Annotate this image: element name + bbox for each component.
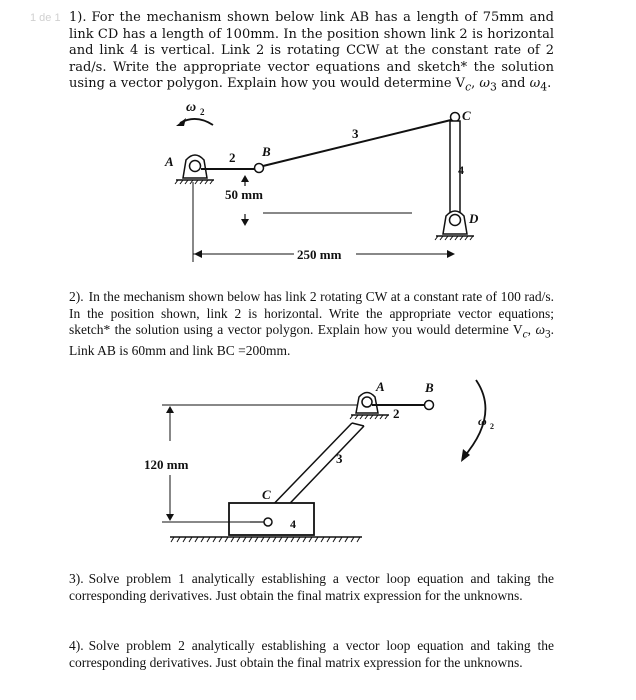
problem-4-text <box>69 638 554 671</box>
problem-body: Solve problem 1 analytically establishing a vector loop equation and taking the corresponding derivatives. Just obtain the final matrix expression for the unknowns. <box>69 571 554 603</box>
link-3-label: 3 <box>336 451 343 466</box>
label-C: C <box>262 487 271 502</box>
label-B: B <box>425 380 434 395</box>
label-D: D <box>469 211 479 226</box>
joint-C <box>451 113 460 122</box>
problem-1-text: 1). For the mechanism shown below link AB has a length of 75mm and link CD has a length of 100mm. In the position shown link 2 is horizontal and link 4 is vertical. Link 2 is rotating CCW at the constant rate of 2 rad/s. Write the appropriate vector equations and sketch* the solution using a vector polygon. Explain how you would determine $V_c$, $\omega_3$ and $\omega_4$. <box>69 10 554 94</box>
conjunction: and <box>501 76 526 92</box>
problem-body-end: . Link AB is 60mm and link BC =200mm. <box>69 322 555 359</box>
omega-subscript: 4 <box>540 80 548 94</box>
link-2-label: 2 <box>393 406 400 421</box>
problem-number: 3). <box>69 571 84 586</box>
figure-2-mechanism <box>0 375 636 565</box>
problem-3-text <box>69 571 554 604</box>
problem-number: 4). <box>69 638 84 653</box>
page-indicator: 1 de 1 <box>30 12 61 24</box>
link-3-label: 3 <box>352 126 359 141</box>
omega-label: ω <box>478 414 487 428</box>
omega-subscript: 2 <box>490 422 494 431</box>
problem-body: For the mechanism shown below link AB has a length of 75mm and link CD has a length of 100mm. In the position shown link 2 is horizontal and link 4 is vertical. Link 2 is rotating CCW at the constant rate of 2 rad/s. Write the appropriate vector equations and sketch* the solution using a vector polygon. Explain how you would determine V <box>69 10 554 92</box>
dim-120mm: 120 mm <box>144 457 189 472</box>
joint-B <box>425 401 434 410</box>
omega-symbol: ω <box>529 76 541 92</box>
label-A: A <box>165 154 174 169</box>
link-3 <box>265 423 352 513</box>
omega-subscript: 3 <box>490 80 497 94</box>
link-2-label: 2 <box>229 150 236 165</box>
dim-50mm: 50 mm <box>225 187 263 202</box>
omega-subscript: 2 <box>200 107 205 117</box>
sentence-end: . <box>547 76 552 92</box>
label-C: C <box>462 108 471 123</box>
figure-1-mechanism <box>0 100 636 275</box>
label-B: B <box>262 144 271 159</box>
dim-250mm: 250 mm <box>297 247 342 262</box>
joint-B <box>255 164 264 173</box>
problem-2-text: 2). In the mechanism shown below has link 2 rotating CW at a constant rate of 100 rad/s. In the position shown, link 2 is horizontal. Write the appropriate vector equations; sketch* the solution using a vector polygon. Explain how you would determine $V_c$, $\omega_3$. Link AB is 60mm and link BC =200mm. <box>69 289 555 359</box>
joint-C <box>264 518 272 526</box>
omega-label: ω <box>186 100 197 115</box>
omega-symbol: ω <box>535 322 546 338</box>
omega-symbol: ω <box>479 76 491 92</box>
omega-subscript: 3 <box>545 328 551 341</box>
velocity-subscript: c <box>522 328 528 341</box>
problem-body: In the mechanism shown below has link 2 rotating CW at a constant rate of 100 rad/s. In the position shown, link 2 is horizontal. Write the appropriate vector equations; sketch* the solution using a vector polygon. Explain how you would determine V <box>69 289 554 338</box>
problem-number: 2). <box>69 289 84 304</box>
problem-body: Solve problem 2 analytically establishing a vector loop equation and taking the corresponding derivatives. Just obtain the final matrix expression for the unknowns. <box>69 638 554 670</box>
velocity-subscript: c <box>465 80 472 94</box>
label-A: A <box>376 379 385 394</box>
link-4-label: 4 <box>290 517 296 531</box>
ground-rail <box>170 537 362 542</box>
link-4-label: 4 <box>458 163 464 177</box>
problem-number: 1). <box>69 10 87 25</box>
arrowhead <box>176 118 186 126</box>
